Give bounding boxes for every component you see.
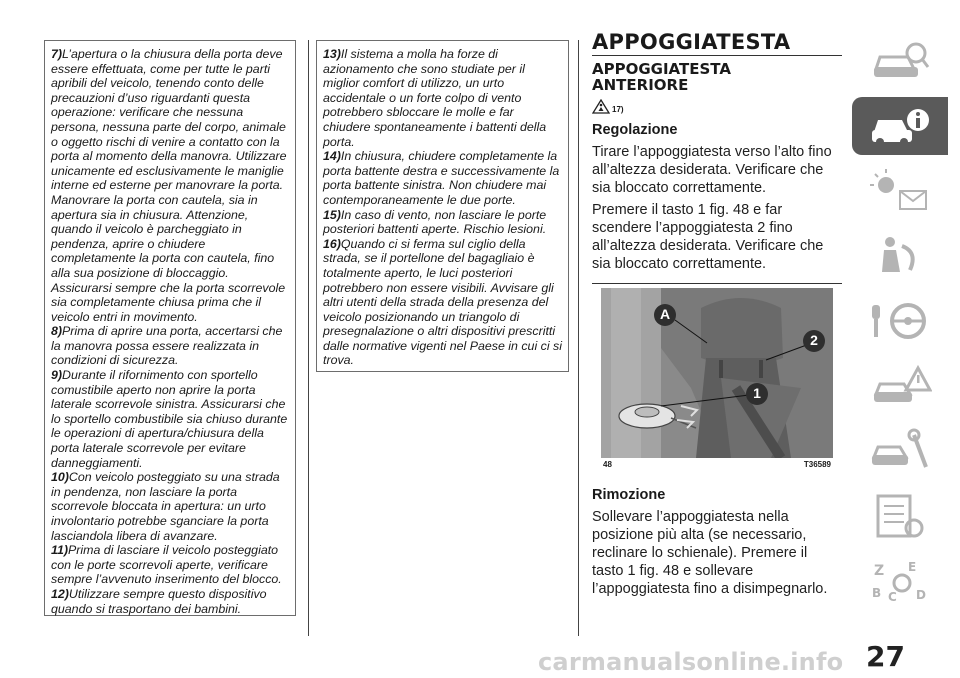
- tab-car-info[interactable]: [852, 97, 948, 155]
- headrest-illustration: [601, 288, 833, 458]
- note-15: 15)In caso di vento, non lasciare le porte posteriori battenti aperte. Rischio lesioni.: [323, 207, 547, 237]
- note-10: 10)Con veicolo posteggiato su una strada in pendenza, non lasciare la porta scorrevole bloccata in apertura: un urto involontario potrebbe sganciare la porta lasciandola libera di avanzare.: [51, 470, 280, 543]
- paragraph-regolazione-2: Premere il tasto 1 fig. 48 e far scendere l’appoggiatesta 2 fino all’altezza desiderata. Verificare che sia bloccato correttamente.: [592, 202, 824, 272]
- notes-box-middle: [316, 40, 569, 372]
- chapter-tabs: [852, 32, 948, 617]
- svg-text:B: B: [872, 586, 882, 600]
- svg-text:C: C: [888, 590, 897, 604]
- key-steering-wheel-icon: [868, 297, 932, 345]
- tab-starting-driving[interactable]: [852, 292, 948, 350]
- subsection-title: APPOGGIATESTA ANTERIORE: [592, 60, 731, 94]
- note-12: 12)Utilizzare sempre questo dispositivo quando si trasportano dei bambini.: [51, 586, 267, 616]
- notes-box-left: [44, 40, 296, 616]
- svg-text:E: E: [908, 560, 917, 574]
- heading-regolazione: Regolazione: [592, 122, 678, 138]
- note-16: 16)Quando ci si ferma sul ciglio della strada, se il portellone del bagagliaio è totalmente aperto, le luci posteriori potrebbero non essere visibili. Avvisare gli altri utenti della strada della presenza del veicolo posizionando un triangolo di presegnalazione o altri dispositivi prescritti dalle normative vigenti nel Paese in cui ci si trova.: [323, 236, 562, 368]
- car-search-icon: [868, 37, 932, 85]
- figure-top-rule: [592, 283, 842, 284]
- section-headrest: [592, 30, 842, 598]
- paragraph-rimozione-1: Sollevare l’appoggiatesta nella posizione più alta (se necessario, reclinare lo schienale). Premere il tasto 1 fig. 48 e sollevare l’appoggiatesta fino a disimpegnarlo.: [592, 509, 828, 597]
- note-8: 8)Prima di aprire una porta, accertarsi che la manovra possa essere realizzata in condizioni di sicurezza.: [51, 324, 283, 368]
- note-14: 14)In chiusura, chiudere completamente la porta battente destra e successivamente la porta battente sinistra. Non chiudere mai contemporaneamente le due porte.: [323, 149, 560, 207]
- technical-data-icon: [868, 492, 932, 540]
- warning-reference: 17): [592, 98, 842, 114]
- car-emergency-icon: [868, 362, 932, 410]
- tab-safety[interactable]: [852, 227, 948, 285]
- warning-lights-icon: [868, 167, 932, 215]
- section-title: APPOGGIATESTA: [592, 30, 842, 56]
- tab-emergency[interactable]: [852, 357, 948, 415]
- svg-text:D: D: [916, 588, 926, 602]
- note-11: 11)Prima di lasciare il veicolo posteggiato con le porte scorrevoli aperte, verificare sempre l’avvenuto inserimento del blocco.: [51, 543, 282, 587]
- column-divider-1: [308, 40, 309, 636]
- watermark: carmanualsonline.info: [538, 648, 844, 676]
- tab-warning-lights[interactable]: [852, 162, 948, 220]
- tab-index[interactable]: [852, 552, 948, 610]
- figure-caption: [601, 460, 833, 469]
- figure-label-1: 1: [753, 385, 761, 401]
- car-info-icon: [868, 102, 932, 150]
- figure-code: T36589: [803, 460, 831, 469]
- note-13: 13)Il sistema a molla ha forze di azionamento che sono studiate per il miglior comfort di utilizzo, un urto accidentale o un forte colpo di vento potrebbero sbloccare le molle e far chiudere spontaneamente i battenti della porta.: [323, 47, 547, 149]
- figure-label-2: 2: [810, 332, 818, 348]
- car-maintenance-icon: [868, 427, 932, 475]
- tab-car-search[interactable]: [852, 32, 948, 90]
- figure-number: 48: [603, 460, 612, 469]
- tab-maintenance[interactable]: [852, 422, 948, 480]
- note-7: 7)L’apertura o la chiusura della porta deve essere effettuata, come per tutte le parti apribili del veicolo, tenendo conto delle precauzioni d’uso riguardanti questa operazione: verificare che nessuna persona, nessuna parte del corpo, animale o oggetto rischi di venire a contatto con la porta al momento della manovra. Utilizzare unicamente ed esclusivamente le maniglie interne ed esterne per manovrare la porta. Manovrare la porta con cautela, sia in apertura sia in chiusura. Attenzione, quando il veicolo è parcheggiato in pendenza, aprire o chiudere completamente la porta con cautela, fino alla sua posizione di bloccaggio. Assicurarsi sempre che la porta scorrevole sia completamente chiusa prima che il veicolo entri in movimento.: [51, 47, 287, 324]
- airbag-safety-icon: [868, 232, 932, 280]
- note-9: 9)Durante il rifornimento con sportello comustibile aperto non aprire la porta laterale scorrevole sinistra. Assicurarsi che lo sportello combustibile sia chiuso durante le operazioni di apertura/chiusura della porta laterale scorrevole per evitare danneggiamenti.: [51, 368, 288, 470]
- page-number: 27: [866, 640, 905, 673]
- tab-technical-data[interactable]: [852, 487, 948, 545]
- paragraph-regolazione-1: Tirare l’appoggiatesta verso l’alto fino all’altezza desiderata. Verificare che sia bloccato correttamente.: [592, 144, 832, 196]
- column-divider-2: [578, 40, 579, 636]
- figure-label-a: A: [659, 306, 671, 322]
- figure-headrest-photo: [601, 288, 833, 458]
- alphabetical-index-icon: [868, 557, 932, 605]
- svg-text:Z: Z: [874, 563, 885, 579]
- heading-rimozione: Rimozione: [592, 487, 666, 503]
- warning-triangle-icon: [592, 99, 610, 114]
